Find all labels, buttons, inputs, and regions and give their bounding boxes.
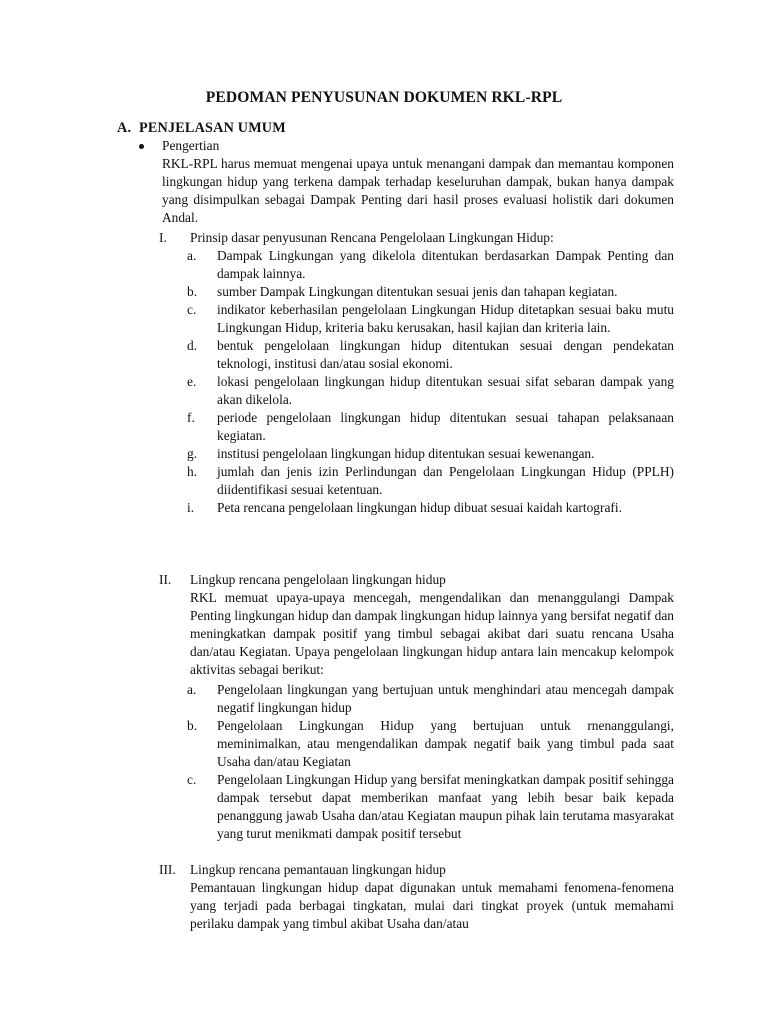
roman-1-list <box>187 247 674 517</box>
list-marker: c. <box>187 772 197 787</box>
list-marker: a. <box>187 248 197 263</box>
list-marker: d. <box>187 338 198 353</box>
list-item <box>187 445 674 463</box>
list-item-text: Pengelolaan Lingkungan Hidup yang bersifat meningkatkan dampak positif sehingga dampak tersebut dapat memberikan manfaat yang lebih besar baik kepada penanggung jawab Usaha dan/atau Kegiatan maupun pihak lain terutama masyarakat yang turut menikmati dampak positif tersebut <box>217 772 674 841</box>
list-marker: f. <box>187 410 195 425</box>
list-item-text: indikator keberhasilan pengelolaan Lingkungan Hidup ditetapkan sesuai baku mutu Lingkungan Hidup, kriteria baku kerusakan, hasil kajian dan kriteria lain. <box>217 302 674 335</box>
roman-numeral: II. <box>159 572 172 587</box>
list-item-text: bentuk pengelolaan lingkungan hidup ditentukan sesuai dengan pendekatan teknologi, institusi dan/atau sosial ekonomi. <box>217 338 674 371</box>
list-item-text: lokasi pengelolaan lingkungan hidup ditentukan sesuai sifat sebaran dampak yang akan dikelola. <box>217 374 674 407</box>
list-marker: i. <box>187 500 195 515</box>
roman-heading: Prinsip dasar penyusunan Rencana Pengelolaan Lingkungan Hidup: <box>190 230 554 245</box>
list-marker: c. <box>187 302 197 317</box>
list-item-text: Peta rencana pengelolaan lingkungan hidup dibuat sesuai kaidah kartografi. <box>217 500 622 515</box>
list-item <box>187 373 674 409</box>
roman-2-list <box>187 681 674 843</box>
list-marker: e. <box>187 374 197 389</box>
list-item-text: Pengelolaan lingkungan yang bertujuan untuk menghindari atau mencegah dampak negatif lingkungan hidup <box>217 682 674 715</box>
list-item-text: periode pengelolaan lingkungan hidup ditentukan sesuai tahapan pelaksanaan kegiatan. <box>217 410 674 443</box>
intro-paragraph: RKL-RPL harus memuat mengenai upaya untuk menangani dampak dan memantau komponen lingkungan hidup yang terkena dampak terhadap keseluruhan dampak, bukan hanya dampak yang disimpulkan sebagai Dampak Penting dari hasil proses evaluasi holistik dari dokumen Andal. <box>162 156 674 225</box>
list-marker: h. <box>187 464 198 479</box>
list-item <box>187 247 674 283</box>
section-heading <box>117 119 286 137</box>
list-item <box>187 499 674 517</box>
list-item <box>187 717 674 771</box>
roman-2-paragraph: RKL memuat upaya-upaya mencegah, mengendalikan dan menanggulangi Dampak Penting lingkungan hidup dan dampak lingkungan hidup lainnya yang bersifat negatif dan meningkatkan dampak positif yang timbul sebagai akibat dari suatu rencana Usaha dan/atau Kegiatan. Upaya pengelolaan lingkungan hidup antara lain mencakup kelompok aktivitas sebagai berikut: <box>190 590 674 677</box>
list-item-text: Pengelolaan Lingkungan Hidup yang bertujuan untuk rnenanggulangi, meminimalkan, atau mengendalikan dampak negatif baik yang timbul pada saat Usaha dan/atau Kegiatan <box>217 718 674 769</box>
section-letter: A. <box>117 120 132 136</box>
document-title: PEDOMAN PENYUSUNAN DOKUMEN RKL-RPL <box>205 89 563 106</box>
roman-3-paragraph: Pemantauan lingkungan hidup dapat digunakan untuk memahami fenomena-fenomena yang terjadi pada berbagai tingkatan, mulai dari tingkat proyek (untuk memahami perilaku dampak yang timbul akibat Usaha dan/atau <box>190 880 674 931</box>
list-item <box>187 681 674 717</box>
list-item-text: jumlah dan jenis izin Perlindungan dan Pengelolaan Lingkungan Hidup (PPLH) diidentifikasi sesuai ketentuan. <box>217 464 674 497</box>
list-item <box>187 301 674 337</box>
list-item <box>187 283 674 301</box>
roman-numeral: III. <box>159 862 176 877</box>
list-item <box>187 771 674 843</box>
roman-heading: Lingkup rencana pengelolaan lingkungan hidup <box>190 572 446 587</box>
list-item-text: Dampak Lingkungan yang dikelola ditentukan berdasarkan Dampak Penting dan dampak lainnya. <box>217 248 674 281</box>
roman-numeral: I. <box>159 230 167 245</box>
list-marker: b. <box>187 718 198 733</box>
list-item-text: institusi pengelolaan lingkungan hidup ditentukan sesuai kewenangan. <box>217 446 595 461</box>
bullet-label: Pengertian <box>162 138 220 153</box>
list-marker: b. <box>187 284 198 299</box>
list-marker: a. <box>187 682 197 697</box>
bullet-icon <box>139 144 144 149</box>
section-heading-text: PENJELASAN UMUM <box>139 120 286 136</box>
list-item <box>187 463 674 499</box>
list-item <box>187 409 674 445</box>
list-marker: g. <box>187 446 198 461</box>
list-item-text: sumber Dampak Lingkungan ditentukan sesuai jenis dan tahapan kegiatan. <box>217 284 618 299</box>
roman-heading: Lingkup rencana pemantauan lingkungan hidup <box>190 862 446 877</box>
list-item <box>187 337 674 373</box>
